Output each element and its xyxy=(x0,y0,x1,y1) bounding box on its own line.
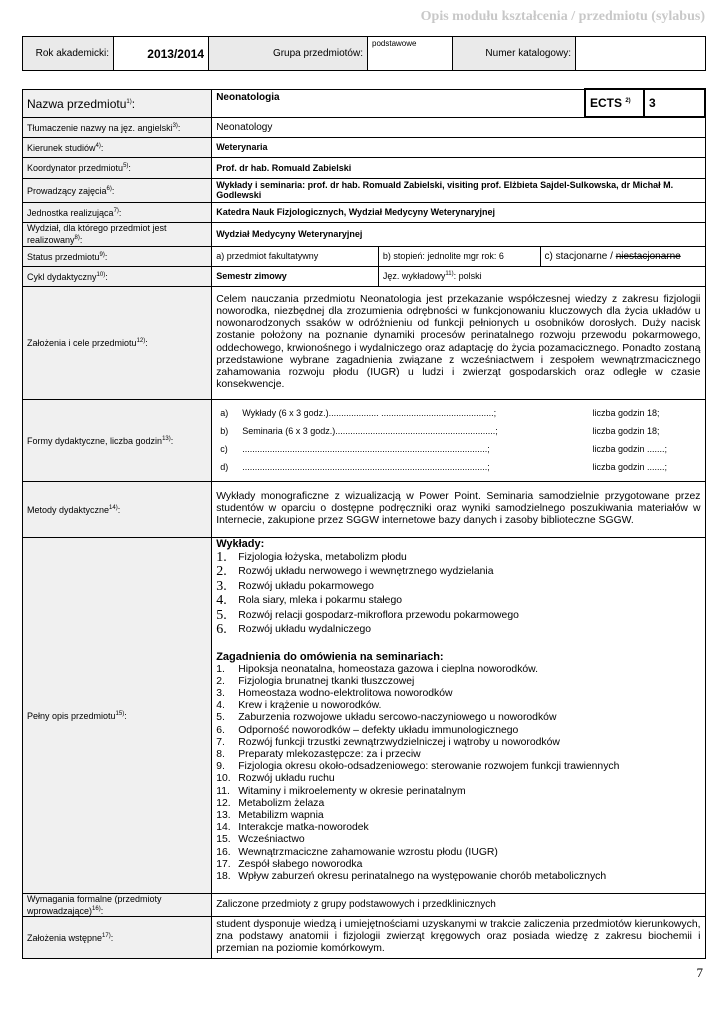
item-number: 16. xyxy=(216,846,231,858)
item-text: Wewnątrzmaciczne zahamowanie wzrostu płodu (IUGR) xyxy=(238,846,498,858)
item-number: 1. xyxy=(216,663,225,675)
language-value: Jęz. wykładowy$^{11)}$: polski xyxy=(378,266,705,286)
item-number: 2. xyxy=(216,564,227,579)
item-number: 10. xyxy=(216,773,231,785)
item-text: Hipoksja neonatalna, homeostaza gazowa i cieplna noworodków. xyxy=(238,663,538,675)
form-key: c) xyxy=(220,444,228,454)
translation-value: Neonatology xyxy=(212,117,705,137)
item-text: Zespół słabego noworodka xyxy=(238,858,363,870)
faculty-value: Wydział Medycyny Weterynaryjnej xyxy=(212,222,705,246)
item-number: 13. xyxy=(216,809,231,821)
forms-label: Formy dydaktyczne, liczba godzin$^{13)}$: xyxy=(23,399,212,481)
methods-text: Wykłady monograficzne z wizualizacją w Power Point. Seminaria samodzielnie przygotowane przez studentów w oparciu o dostępne podręczniki oraz wyniki samodzielnego poszukiwania materiałów w Internecie, zakupione przez SGGW internetowe bazy danych i zasoby biblioteczne SGGW. xyxy=(212,481,705,537)
subject-name-label: Nazwa przedmiotu$^{1)}$: xyxy=(23,89,212,117)
item-number: 18. xyxy=(216,870,231,882)
seminars-list xyxy=(216,664,700,884)
translation-label: Tłumaczenie nazwy na jęz. angielski$^{3)}$: xyxy=(23,117,212,137)
form-row xyxy=(220,422,700,440)
form-row xyxy=(220,440,700,458)
item-text: Metabilizm wapnia xyxy=(238,809,324,821)
lectures-heading: Wykłady: xyxy=(216,537,265,550)
list-item xyxy=(216,551,700,566)
cycle-value: Semestr zimowy xyxy=(212,266,379,286)
item-number: 11. xyxy=(216,785,230,797)
page-number: 7 xyxy=(696,965,703,980)
list-item xyxy=(216,749,700,761)
lecturers-label: Prowadzący zajęcia$^{6)}$: xyxy=(23,178,212,202)
lectures-list xyxy=(216,551,700,638)
goals-label: Założenia i cele przedmiotu$^{12)}$: xyxy=(23,286,212,399)
item-number: 12. xyxy=(216,797,231,809)
item-text: Interakcje matka-noworodek xyxy=(238,822,369,834)
subject-name-value: Neonatologia xyxy=(212,89,585,117)
list-item xyxy=(216,761,700,773)
field-label: Kierunek studiów$^{4)}$: xyxy=(23,137,212,157)
list-item xyxy=(216,786,700,798)
item-text: Rozwój układu pokarmowego xyxy=(238,580,374,592)
list-item xyxy=(216,725,700,737)
list-item xyxy=(216,834,700,846)
item-number: 1. xyxy=(216,549,227,565)
coordinator-value: Prof. dr hab. Romuald Zabielski xyxy=(212,157,705,178)
list-item xyxy=(216,871,700,883)
form-key: d) xyxy=(220,462,229,472)
form-text: ..................................................................................................; xyxy=(242,444,490,454)
item-number: 15. xyxy=(216,834,231,846)
item-text: Fizjologia brunatnej tkanki tłuszczowej xyxy=(238,675,415,687)
item-number: 3. xyxy=(216,687,225,699)
form-text: ..................................................................................................; xyxy=(242,462,490,472)
seminars-heading: Zagadnienia do omówienia na seminariach: xyxy=(216,650,444,663)
prereq-label: Założenia wstępne$^{17)}$: xyxy=(23,916,212,958)
item-number: 17. xyxy=(216,858,231,870)
item-number: 2. xyxy=(216,675,225,687)
item-number: 5. xyxy=(216,712,225,724)
group-value: podstawowe xyxy=(368,37,453,71)
goals-text: Celem nauczania przedmiotu Neonatologia jest przekazanie współczesnej wiedzy z zakresu fizjologii noworodka, niezbędnej dla zrozumienia odrębności w funkcjonowaniu kluczowych dla życia układów u nowonarodzonych ssaków w odróżnieniu od funkcji pełnionych u osobników dorosłych. Duży nacisk zostanie położony na poznanie dynamiki procesów perinatalnego rozwoju przewodu pokarmowego, oddechowego, krwionośnego i wydalniczego oraz adaptację do życia pozamacicznego. Ponadto zostaną przedstawione wybrane zagadnienia związane z wcześniactwem i zespołem wewnątrzmacicznego zahamowania rozwoju płodu (IUGR) u ludzi i zwierząt gospodarskich oraz odległe w czasie konsekwencje. xyxy=(212,286,705,399)
year-value: 2013/2014 xyxy=(114,37,209,71)
item-text: Preparaty mlekozastępcze: za i przeciw xyxy=(238,748,421,760)
form-hours: liczba godzin 18; xyxy=(592,426,660,436)
item-text: Rozwój funkcji trzustki zewnątrzwydzielniczej i wątroby u noworodków xyxy=(238,736,560,748)
list-item xyxy=(216,810,700,822)
form-hours: liczba godzin .......; xyxy=(592,444,668,454)
item-text: Rozwój relacji gospodarz-mikroflora przewodu pokarmowego xyxy=(238,609,519,621)
ects-label: ECTS $^{2)}$ xyxy=(585,89,644,117)
form-hours: liczba godzin .......; xyxy=(592,462,668,472)
methods-label: Metody dydaktyczne$^{14)}$: xyxy=(23,481,212,537)
group-label: Grupa przedmiotów: xyxy=(209,37,368,71)
unit-value: Katedra Nauk Fizjologicznych, Wydział Medycyny Weterynaryjnej xyxy=(212,202,705,222)
item-text: Homeostaza wodno-elektrolitowa noworodków xyxy=(238,687,453,699)
cycle-label: Cykl dydaktyczny$^{10)}$: xyxy=(23,266,212,286)
list-item xyxy=(216,798,700,810)
ects-value: 3 xyxy=(644,89,705,117)
faculty-label: Wydział, dla którego przedmiot jest realizowany$^{8)}$: xyxy=(23,222,212,246)
lecturers-value: Wykłady i seminaria: prof. dr hab. Romuald Zabielski, visiting prof. Elżbieta Sajdel-Sulkowska, dr Michał M. Godlewski xyxy=(212,178,705,202)
item-text: Odporność noworodków – defekty układu immunologicznego xyxy=(238,724,519,736)
list-item xyxy=(216,688,700,700)
forms-list xyxy=(212,399,705,481)
form-text: Seminaria (6 x 3 godz.)................................................................; xyxy=(242,426,498,436)
form-row xyxy=(220,458,700,476)
status-b: b) stopień: jednolite mgr rok: 6 xyxy=(378,246,540,266)
item-number: 4. xyxy=(216,700,225,712)
list-item xyxy=(216,565,700,580)
list-item xyxy=(216,609,700,624)
item-number: 7. xyxy=(216,736,225,748)
prereq-value: student dysponuje wiedzą i umiejętnościami uzyskanymi w trakcie zaliczenia przedmiotów kierunkowych, zna podstawy anatomii i fizjologii zwierząt kręgowych oraz posiada wiedzę z zakresu biochemii i przemian na poziomie komórkowym. xyxy=(212,916,705,958)
item-text: Rozwój układu wydalniczego xyxy=(238,624,372,635)
item-text: Wcześniactwo xyxy=(238,834,305,846)
field-value: Weterynaria xyxy=(212,137,705,157)
form-text: Wykłady (6 x 3 godz.).................... .............................................; xyxy=(242,408,497,418)
item-text: Rozwój układu ruchu xyxy=(238,773,335,785)
document-title: Opis modułu kształcenia / przedmiotu (sylabus) xyxy=(420,9,705,24)
item-text: Witaminy i mikroelementy w okresie perinatalnym xyxy=(238,785,466,797)
form-key: a) xyxy=(220,408,229,418)
year-label: Rok akademicki: xyxy=(23,37,114,71)
catalog-value xyxy=(576,37,706,71)
list-item xyxy=(216,676,700,688)
list-item xyxy=(216,737,700,749)
coordinator-label: Koordynator przedmiotu$^{5)}$: xyxy=(23,157,212,178)
status-c: c) stacjonarne / niestacjonarne xyxy=(540,246,705,266)
item-number: 5. xyxy=(216,607,227,623)
list-item xyxy=(216,847,700,859)
item-text: Krew i krążenie u noworodków. xyxy=(238,700,382,712)
formal-label: Wymagania formalne (przedmioty wprowadzające)$^{16)}$: xyxy=(23,893,212,916)
content-cell xyxy=(212,537,705,893)
item-number: 6. xyxy=(216,622,227,637)
formal-value: Zaliczone przedmioty z grupy podstawowych i przedklinicznych xyxy=(212,893,705,916)
list-item xyxy=(216,623,700,638)
item-number: 4. xyxy=(216,593,227,608)
form-row xyxy=(220,404,700,422)
form-key: b) xyxy=(220,426,229,436)
list-item xyxy=(216,594,700,609)
item-text: Zaburzenia rozwojowe układu sercowo-naczyniowego u noworodków xyxy=(238,712,557,724)
status-a: a) przedmiot fakultatywny xyxy=(212,246,379,266)
header-info-table xyxy=(22,36,706,71)
item-number: 14. xyxy=(216,822,231,834)
unit-label: Jednostka realizująca$^{7)}$: xyxy=(23,202,212,222)
list-item xyxy=(216,580,700,595)
form-hours: liczba godzin 18; xyxy=(592,408,660,418)
list-item xyxy=(216,664,700,676)
item-number: 6. xyxy=(216,724,225,736)
list-item xyxy=(216,822,700,834)
status-label: Status przedmiotu$^{9)}$: xyxy=(23,246,212,266)
item-text: Fizjologia okresu około-odsadzeniowego: sterowanie rozwojem funkcji trawiennych xyxy=(238,761,620,773)
item-text: Rozwój układu nerwowego i wewnętrznego wydzielania xyxy=(238,566,494,577)
syllabus-table xyxy=(22,88,706,959)
item-text: Wpływ zaburzeń okresu perinatalnego na występowanie chorób metabolicznych xyxy=(238,870,607,882)
list-item xyxy=(216,773,700,785)
list-item xyxy=(216,859,700,871)
catalog-label: Numer katalogowy: xyxy=(453,37,576,71)
item-text: Rola siary, mleka i pokarmu stałego xyxy=(238,595,403,606)
item-text: Metabolizm żelaza xyxy=(238,797,325,809)
item-number: 3. xyxy=(216,578,227,594)
list-item xyxy=(216,712,700,724)
content-label: Pełny opis przedmiotu$^{15)}$: xyxy=(23,537,212,893)
list-item xyxy=(216,700,700,712)
item-number: 8. xyxy=(216,748,225,760)
item-number: 9. xyxy=(216,761,225,773)
item-text: Fizjologia łożyska, metabolizm płodu xyxy=(238,551,407,563)
